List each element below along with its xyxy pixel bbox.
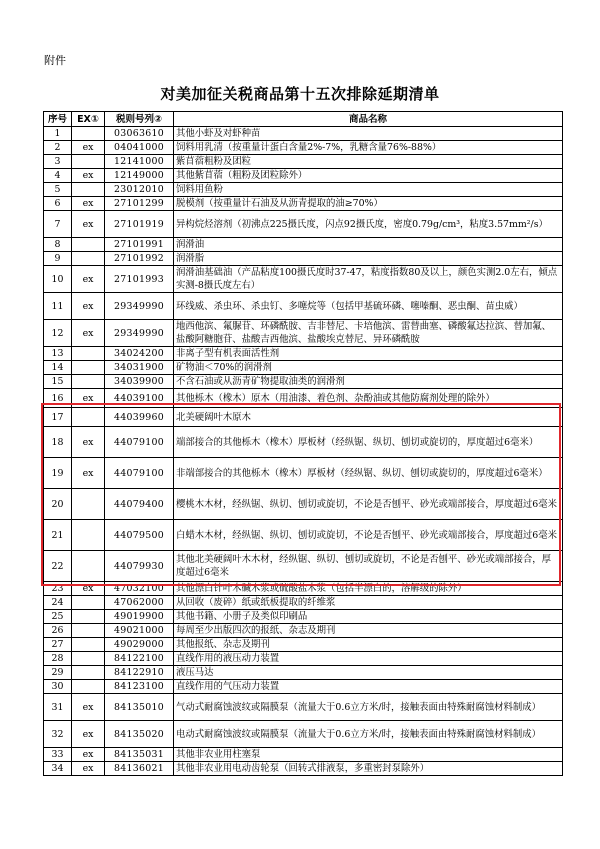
ex-flag-cell: ex	[72, 458, 105, 489]
ex-flag-cell	[72, 596, 105, 610]
row-number-cell: 19	[44, 458, 72, 489]
product-name-cell: 直线作用的气压动力装置	[174, 680, 563, 694]
table-row	[44, 458, 563, 489]
tariff-code-cell: 44079100	[105, 427, 174, 458]
product-name-cell: 白蜡木木材，经纵锯、纵切、刨切或旋切，不论是否刨平、砂光或端部接合，厚度超过6毫米	[174, 520, 563, 551]
product-name-cell: 饲料用鱼粉	[174, 183, 563, 197]
product-name-cell: 润滑油基础油（产品粘度100摄氏度时37-47，粘度指数80及以上，颜色实测2.0左右，倾点实测-8摄氏度左右）	[174, 266, 563, 293]
row-number-cell: 34	[44, 762, 72, 776]
ex-flag-cell: ex	[72, 293, 105, 320]
table-row	[44, 427, 563, 458]
row-number-cell: 22	[44, 551, 72, 582]
tariff-code-cell: 49019900	[105, 610, 174, 624]
product-name-cell: 其他书籍、小册子及类似印刷品	[174, 610, 563, 624]
product-name-cell: 不含石油或从沥青矿物提取油类的润滑剂	[174, 375, 563, 389]
product-name-cell: 端部接合的其他栎木（橡木）厚板材（经纵锯、纵切、刨切或旋切的，厚度超过6毫米）	[174, 427, 563, 458]
table-row	[44, 155, 563, 169]
product-name-cell: 直线作用的液压动力装置	[174, 652, 563, 666]
row-number-cell: 27	[44, 638, 72, 652]
tariff-code-cell: 84135010	[105, 694, 174, 721]
row-number-cell: 10	[44, 266, 72, 293]
ex-flag-cell: ex	[72, 320, 105, 347]
table-row	[44, 582, 563, 596]
product-name-cell: 非离子型有机表面活性剂	[174, 347, 563, 361]
ex-flag-cell: ex	[72, 211, 105, 238]
table-row	[44, 520, 563, 551]
product-name-cell: 其他漂白针叶木碱木浆或硫酸盐木浆（包括半漂白的，溶解级的除外）	[174, 582, 563, 596]
tariff-code-cell: 44079400	[105, 489, 174, 520]
column-header-product-name: 商品名称	[174, 112, 563, 127]
tariff-code-cell: 03063610	[105, 127, 174, 141]
product-name-cell: 其他栎木（橡木）原木（用油漆、着色剂、杂酚油或其他防腐剂处理的除外）	[174, 389, 563, 408]
ex-flag-cell	[72, 652, 105, 666]
table-row	[44, 596, 563, 610]
product-name-cell: 气动式耐腐蚀波纹或隔膜泵（流量大于0.6立方米/时，接触表面由特殊耐腐蚀材料制成）	[174, 694, 563, 721]
column-header-ex: EX①	[72, 112, 105, 127]
table-row	[44, 266, 563, 293]
row-number-cell: 2	[44, 141, 72, 155]
table-row	[44, 624, 563, 638]
ex-flag-cell: ex	[72, 721, 105, 748]
product-name-cell: 其他北美硬阔叶木木材，经纵锯、纵切、刨切或旋切，不论是否刨平、砂光或端部接合，厚度超过6毫米	[174, 551, 563, 582]
row-number-cell: 25	[44, 610, 72, 624]
ex-flag-cell	[72, 520, 105, 551]
row-number-cell: 11	[44, 293, 72, 320]
table-row	[44, 375, 563, 389]
product-name-cell: 矿物油＜70%的润滑剂	[174, 361, 563, 375]
table-row	[44, 169, 563, 183]
tariff-code-cell: 27101299	[105, 197, 174, 211]
product-name-cell: 环线威、杀虫环、杀虫钉、多噻烷等（包括甲基硫环磷、噻嗪酮、恶虫酮、苗虫威）	[174, 293, 563, 320]
tariff-code-cell: 29349990	[105, 293, 174, 320]
row-number-cell: 20	[44, 489, 72, 520]
row-number-cell: 6	[44, 197, 72, 211]
tariff-code-cell: 23012010	[105, 183, 174, 197]
product-name-cell: 紫苜蓿粗粉及团粒	[174, 155, 563, 169]
row-number-cell: 24	[44, 596, 72, 610]
tariff-code-cell: 04041000	[105, 141, 174, 155]
ex-flag-cell	[72, 375, 105, 389]
ex-flag-cell: ex	[72, 694, 105, 721]
product-name-cell: 其他小虾及对虾种苗	[174, 127, 563, 141]
table-row	[44, 127, 563, 141]
ex-flag-cell	[72, 489, 105, 520]
row-number-cell: 16	[44, 389, 72, 408]
product-name-cell: 北美硬阔叶木原木	[174, 408, 563, 427]
tariff-code-cell: 29349990	[105, 320, 174, 347]
ex-flag-cell: ex	[72, 197, 105, 211]
tariff-code-cell: 44079100	[105, 458, 174, 489]
product-name-cell: 其他报纸、杂志及期刊	[174, 638, 563, 652]
row-number-cell: 26	[44, 624, 72, 638]
product-name-cell: 地西他滨、氟脲苷、环磷酰胺、吉非替尼、卡培他滨、雷替曲塞、磷酸氟达拉滨、替加氟、盐酸阿糖胞苷、盐酸吉西他滨、盐酸埃克替尼、异环磷酰胺	[174, 320, 563, 347]
table-row	[44, 694, 563, 721]
table-header-row	[44, 112, 563, 127]
ex-flag-cell: ex	[72, 389, 105, 408]
product-name-cell: 其他紫苜蓿（粗粉及团粒除外）	[174, 169, 563, 183]
row-number-cell: 8	[44, 238, 72, 252]
row-number-cell: 21	[44, 520, 72, 551]
exclusion-list-table	[43, 111, 563, 776]
ex-flag-cell	[72, 638, 105, 652]
attachment-label: 附件	[44, 54, 66, 67]
table-row	[44, 320, 563, 347]
product-name-cell: 电动式耐腐蚀波纹或隔膜泵（流量大于0.6立方米/时，接触表面由特殊耐腐蚀材料制成）	[174, 721, 563, 748]
product-name-cell: 樱桃木木材，经纵锯、纵切、刨切或旋切，不论是否刨平、砂光或端部接合，厚度超过6毫米	[174, 489, 563, 520]
tariff-code-cell: 27101993	[105, 266, 174, 293]
product-name-cell: 脱模剂（按重量计石油及从沥青提取的油≥70%）	[174, 197, 563, 211]
tariff-code-cell: 27101919	[105, 211, 174, 238]
product-name-cell: 润滑脂	[174, 252, 563, 266]
table-row	[44, 389, 563, 408]
table-row	[44, 238, 563, 252]
ex-flag-cell	[72, 666, 105, 680]
column-header-no: 序号	[44, 112, 72, 127]
product-name-cell: 其他非农业用电动齿轮泵（回转式排液泵，多重密封泵除外）	[174, 762, 563, 776]
tariff-code-cell: 47032100	[105, 582, 174, 596]
row-number-cell: 30	[44, 680, 72, 694]
row-number-cell: 29	[44, 666, 72, 680]
tariff-code-cell: 34024200	[105, 347, 174, 361]
table-row	[44, 211, 563, 238]
row-number-cell: 7	[44, 211, 72, 238]
row-number-cell: 18	[44, 427, 72, 458]
tariff-code-cell: 34039900	[105, 375, 174, 389]
table-row	[44, 748, 563, 762]
document-title: 对美加征关税商品第十五次排除延期清单	[160, 85, 440, 103]
ex-flag-cell: ex	[72, 266, 105, 293]
tariff-code-cell: 12141000	[105, 155, 174, 169]
tariff-code-cell: 84135020	[105, 721, 174, 748]
ex-flag-cell	[72, 624, 105, 638]
tariff-code-cell: 27101991	[105, 238, 174, 252]
table-row	[44, 610, 563, 624]
row-number-cell: 9	[44, 252, 72, 266]
tariff-code-cell: 47062000	[105, 596, 174, 610]
table-row	[44, 252, 563, 266]
tariff-code-cell: 44079930	[105, 551, 174, 582]
table-row	[44, 721, 563, 748]
row-number-cell: 12	[44, 320, 72, 347]
tariff-code-cell: 27101992	[105, 252, 174, 266]
tariff-code-cell: 84122910	[105, 666, 174, 680]
product-name-cell: 从回收（废碎）纸或纸板提取的纤维浆	[174, 596, 563, 610]
table-row	[44, 197, 563, 211]
ex-flag-cell	[72, 361, 105, 375]
tariff-code-cell: 84123100	[105, 680, 174, 694]
ex-flag-cell: ex	[72, 169, 105, 183]
tariff-code-cell: 44079500	[105, 520, 174, 551]
ex-flag-cell: ex	[72, 748, 105, 762]
ex-flag-cell	[72, 238, 105, 252]
table-row	[44, 652, 563, 666]
ex-flag-cell	[72, 680, 105, 694]
tariff-code-cell: 44039100	[105, 389, 174, 408]
row-number-cell: 31	[44, 694, 72, 721]
ex-flag-cell	[72, 347, 105, 361]
table-row	[44, 551, 563, 582]
row-number-cell: 13	[44, 347, 72, 361]
table-row	[44, 638, 563, 652]
tariff-code-cell: 12149000	[105, 169, 174, 183]
product-name-cell: 润滑油	[174, 238, 563, 252]
product-name-cell: 每周至少出版四次的报纸、杂志及期刊	[174, 624, 563, 638]
ex-flag-cell	[72, 408, 105, 427]
ex-flag-cell	[72, 183, 105, 197]
ex-flag-cell	[72, 127, 105, 141]
product-name-cell: 非端部接合的其他栎木（橡木）厚板材（经纵锯、纵切、刨切或旋切的，厚度超过6毫米）	[174, 458, 563, 489]
tariff-code-cell: 84122100	[105, 652, 174, 666]
row-number-cell: 1	[44, 127, 72, 141]
table-row	[44, 141, 563, 155]
row-number-cell: 3	[44, 155, 72, 169]
ex-flag-cell: ex	[72, 427, 105, 458]
column-header-tariff-code: 税则号列②	[105, 112, 174, 127]
row-number-cell: 32	[44, 721, 72, 748]
product-name-cell: 饲料用乳清（按重量计蛋白含量2%-7%，乳糖含量76%-88%）	[174, 141, 563, 155]
row-number-cell: 15	[44, 375, 72, 389]
table-row	[44, 361, 563, 375]
row-number-cell: 23	[44, 582, 72, 596]
table-row	[44, 666, 563, 680]
tariff-code-cell: 34031900	[105, 361, 174, 375]
row-number-cell: 33	[44, 748, 72, 762]
ex-flag-cell: ex	[72, 762, 105, 776]
product-name-cell: 其他非农业用柱塞泵	[174, 748, 563, 762]
row-number-cell: 14	[44, 361, 72, 375]
row-number-cell: 5	[44, 183, 72, 197]
table-row	[44, 762, 563, 776]
table-row	[44, 183, 563, 197]
tariff-code-cell: 84135031	[105, 748, 174, 762]
ex-flag-cell	[72, 252, 105, 266]
ex-flag-cell: ex	[72, 582, 105, 596]
product-name-cell: 异构烷烃溶剂（初沸点225摄氏度，闪点92摄氏度，密度0.79g/cm³，粘度3.57mm²/s）	[174, 211, 563, 238]
table-row	[44, 347, 563, 361]
row-number-cell: 17	[44, 408, 72, 427]
row-number-cell: 28	[44, 652, 72, 666]
product-name-cell: 液压马达	[174, 666, 563, 680]
row-number-cell: 4	[44, 169, 72, 183]
ex-flag-cell	[72, 551, 105, 582]
ex-flag-cell: ex	[72, 141, 105, 155]
ex-flag-cell	[72, 610, 105, 624]
table-row	[44, 680, 563, 694]
table-row	[44, 293, 563, 320]
tariff-code-cell: 49029000	[105, 638, 174, 652]
table-row	[44, 489, 563, 520]
ex-flag-cell	[72, 155, 105, 169]
table-row	[44, 408, 563, 427]
tariff-code-cell: 49021000	[105, 624, 174, 638]
tariff-code-cell: 44039960	[105, 408, 174, 427]
tariff-code-cell: 84136021	[105, 762, 174, 776]
